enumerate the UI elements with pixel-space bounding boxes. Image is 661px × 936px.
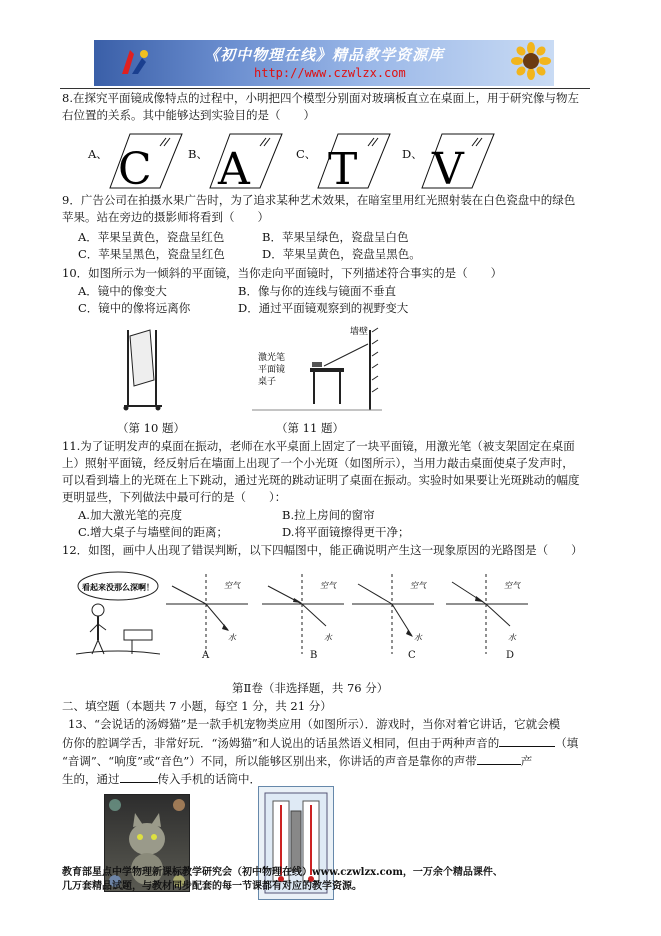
header-banner: [94, 40, 554, 86]
footer-line1: 教育部星点中学物理新课标教学研究会（初中物理在线）www.czwlzx.com，一万余个精品课件、: [62, 867, 503, 878]
fig11-diagram: [252, 324, 384, 414]
q11-line2: 上）照射平面镜，经反射后在墙面上出现了一个小光斑（如图所示），当用力敲击桌面使桌子发声时，: [62, 456, 574, 470]
q12-diagram-a: [166, 574, 248, 654]
q12-label-d: D: [506, 650, 515, 661]
q10-option-c: C．镜中的像将远离你: [78, 301, 191, 315]
q12-c-water: 水: [414, 633, 422, 642]
q8-option-d-label: D、: [402, 147, 423, 161]
fig11-mirror-label: 平面镜: [258, 365, 286, 375]
q8-option-c-label: C、: [296, 147, 317, 161]
q13-line4-text: 生的，通过: [62, 772, 120, 786]
q8-option-b-letter: A: [218, 144, 250, 190]
q12-d-water: 水: [508, 633, 516, 642]
q9-line1: 9．广告公司在拍摄水果广告时，为了追求某种艺术效果，在暗室里用红光照射装在白色瓷盘中的绿色: [62, 193, 576, 207]
q13-line3: [62, 752, 532, 770]
q13-line2-tail: （填: [555, 736, 579, 750]
q12-a-air: 空气: [224, 581, 240, 590]
q9-option-c: C．苹果呈黑色，瓷盘呈红色: [78, 247, 225, 261]
q12-speech-bubble: 看起来没那么深啊！: [82, 583, 154, 592]
q13-line4-tail: 传入手机的话筒中．: [157, 772, 261, 786]
q13-line1: 13、“会说话的汤姆猫”是一款手机宠物类应用（如图所示）．游戏时，当你对着它讲话，它就会模: [68, 717, 561, 731]
q12-a-water: 水: [228, 633, 236, 642]
q9-line2: 苹果。站在旁边的摄影师将看到（ ）: [62, 210, 269, 224]
q10-option-d: D．通过平面镜观察到的视野变大: [238, 301, 409, 315]
q11-option-c: C.增大桌子与墙壁间的距离；: [78, 525, 229, 539]
q13-line3-tail: 产: [520, 754, 533, 768]
q8-option-c-figure: [316, 132, 392, 190]
q12-diagram-c: [352, 574, 434, 654]
fig11-table-label: 桌子: [258, 377, 277, 387]
q12-label-b: B: [310, 650, 318, 661]
q8-option-b-label: B、: [188, 147, 208, 161]
q8-option-a-letter: C: [118, 144, 152, 190]
q8-option-d-figure: [420, 132, 496, 190]
q13-blank-1[interactable]: [499, 734, 555, 747]
q12-cartoon: [76, 570, 160, 658]
q12-diagram-d: [446, 574, 528, 654]
q13-line4: [62, 770, 261, 788]
q9-option-d: D．苹果呈黄色，瓷盘呈黑色。: [262, 247, 421, 261]
part2-title: 第Ⅱ卷（非选择题，共 76 分）: [232, 681, 389, 695]
banner-title: 《初中物理在线》精品教学资源库: [204, 46, 445, 64]
footer-line2: 几万套精品试题，与教材同步配套的每一节课都有对应的教学资源。: [62, 881, 362, 892]
banner-url[interactable]: http://www.czwlzx.com: [254, 66, 406, 80]
q12-line1: 12．如图，画中人出现了错误判断，以下四幅图中，能正确说明产生这一现象原因的光路图是（ ）: [62, 543, 583, 557]
q13-blank-2[interactable]: [477, 752, 521, 765]
fig11-caption: （第 11 题）: [276, 421, 344, 435]
q9-option-a: A．苹果呈黄色，瓷盘呈红色: [78, 230, 225, 244]
q11-line3: 可以看到墙上的光斑在上下跳动，通过光斑的跳动证明了桌面在振动。实验时如果要让光斑跳动的幅度: [62, 473, 580, 487]
q11-line4: 更明显些，下列做法中最可行的是（ ）：: [62, 490, 287, 504]
part2-section-heading: 二、填空题（本题共 7 小题，每空 1 分，共 21 分）: [62, 699, 332, 713]
q11-option-b: B.拉上房间的窗帘: [282, 508, 375, 522]
q12-c-air: 空气: [410, 581, 426, 590]
header-rule: [60, 88, 590, 89]
q11-option-d: D.将平面镜擦得更干净；: [282, 525, 410, 539]
q8-line2: 右位置的关系。其中能够达到实验目的是（ ）: [62, 108, 315, 122]
q12-d-air: 空气: [504, 581, 520, 590]
q9-option-b: B．苹果呈绿色，瓷盘呈白色: [262, 230, 409, 244]
q13-blank-3[interactable]: [120, 770, 158, 783]
q10-option-b: B．像与你的连线与镜面不垂直: [238, 284, 396, 298]
q8-option-a-figure: [108, 132, 184, 190]
q12-b-air: 空气: [320, 581, 336, 590]
q8-option-b-figure: [208, 132, 284, 190]
sunflower-icon: [509, 42, 553, 84]
fig11-laser-label: 激光笔: [258, 353, 286, 363]
q10-option-a: A．镜中的像变大: [78, 284, 167, 298]
q11-option-a: A.加大激光笔的亮度: [78, 508, 182, 522]
q8-line1: 8.在探究平面镜成像特点的过程中，小明把四个模型分别面对玻璃板直立在桌面上，用于研究像与物左: [62, 91, 579, 105]
q8-option-a-label: A、: [88, 147, 108, 161]
q12-label-a: A: [202, 650, 210, 661]
fig10-mirror-stand: [118, 326, 168, 412]
q8-option-c-letter: T: [328, 144, 358, 190]
q10-line1: 10．如图所示为一倾斜的平面镜，当你走向平面镜时，下列描述符合事实的是（ ）: [62, 266, 503, 280]
fig11-wall-label: 墙壁: [350, 327, 369, 337]
q12-diagram-b: [262, 574, 344, 654]
q13-line2: [62, 734, 578, 752]
fig10-caption: （第 10 题）: [117, 421, 185, 435]
q12-b-water: 水: [324, 633, 332, 642]
q12-label-c: C: [408, 650, 416, 661]
logo-icon: [114, 44, 154, 84]
q13-line3-text: “音调”、“响度”或“音色”）不同，所以能够区别出来，你讲话的声音是靠你的声带: [62, 754, 477, 768]
q11-line1: 11.为了证明发声的桌面在振动，老师在水平桌面上固定了一块平面镜，用激光笔（被支架固定在桌面: [62, 439, 575, 453]
q8-option-d-letter: V: [432, 144, 464, 190]
q13-line2-text: 仿你的腔调学舌，非常好玩．“汤姆猫”和人说出的话虽然语义相同，但由于两种声音的: [62, 736, 500, 750]
